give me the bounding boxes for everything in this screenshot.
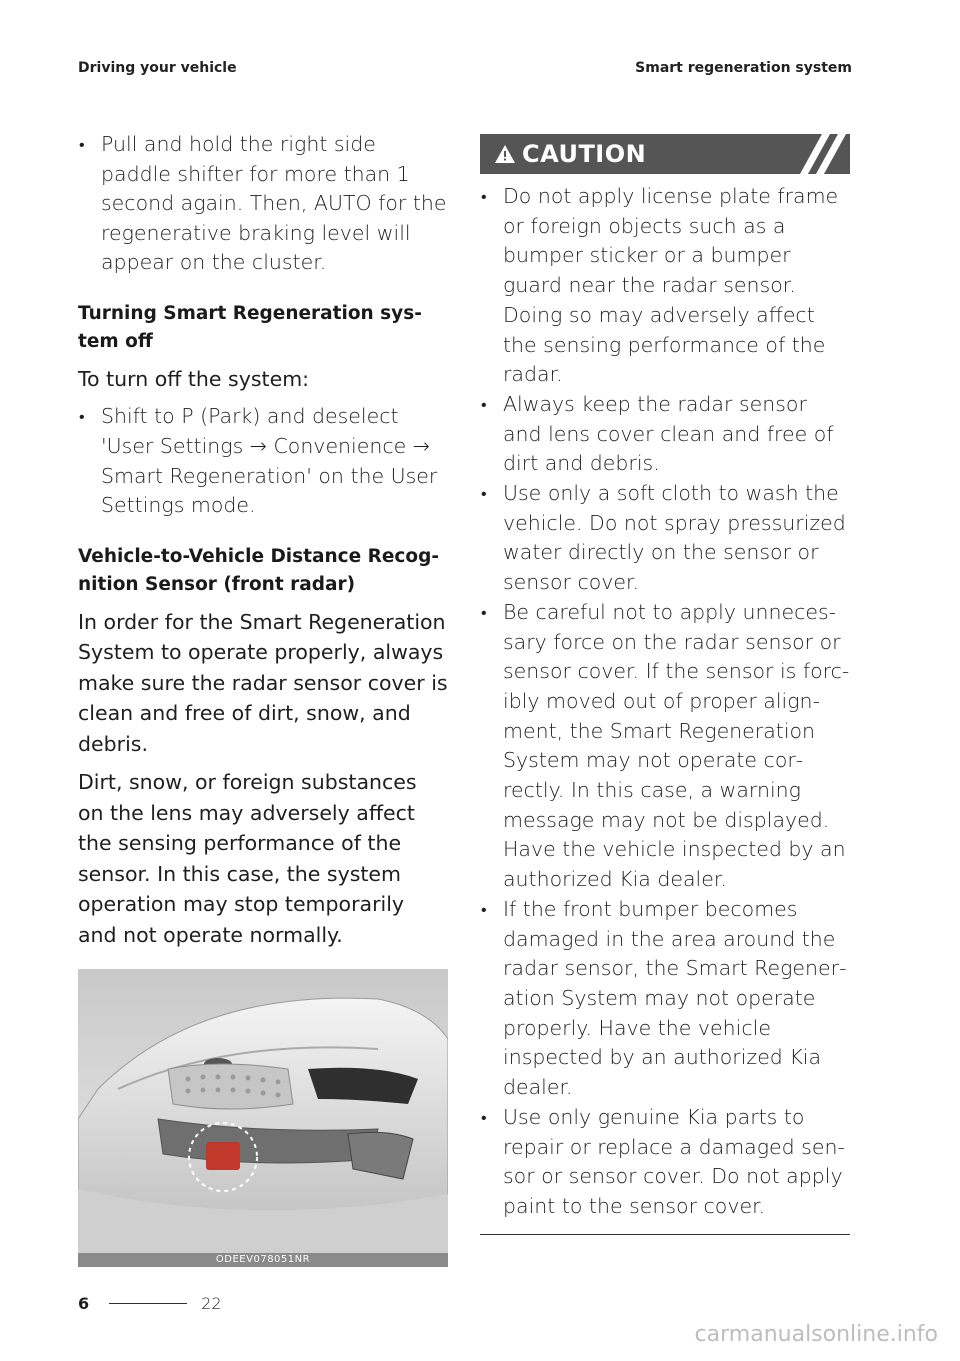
page-footer [78, 1294, 222, 1313]
heading-radar-sensor: Vehicle-to-Vehicle Distance Recognition Sensor (front radar) [78, 545, 440, 595]
caution-item: • Always keep the radar sensor and lens cover clean and free of dirt and debris. [480, 390, 850, 479]
heading-turning-off: Turning Smart Regeneration system off [78, 302, 422, 352]
bullet-shift-park: • Shift to P (Park) and deselect 'User Settings → Convenience → Smart Regeneration' on the User Settings mode. [78, 402, 448, 520]
caution-item: • Do not apply license plate frame or foreign objects such as a bumper sticker or a bumper guard near the radar sensor. Doing so may adversely affect the sensing performance of the radar. [480, 182, 850, 390]
intro-bullet-list [78, 130, 448, 278]
caution-item: • If the front bumper becomes damaged in the area around the radar sensor, the Smart Regeneration System may not operate properly. Have the vehicle inspected by an authorized Kia dealer. [480, 895, 850, 1103]
caution-header [480, 134, 850, 174]
watermark: carmanualsonline.info [694, 1322, 938, 1347]
figure-code: ODEEV078051NR [78, 1253, 448, 1267]
caution-title: CAUTION [522, 140, 647, 168]
chapter-number: 6 [78, 1294, 90, 1313]
radar-sensor-figure [78, 969, 448, 1267]
caution-end-rule [480, 1234, 850, 1235]
page-number: 22 [201, 1294, 222, 1313]
left-column [78, 130, 448, 1267]
para-dirt-warning: Dirt, snow, or foreign substances on the lens may adversely affect the sensing performance of the sensor. In this case, the system operation may stop temporarily and not operate normally. [78, 770, 417, 947]
car-front-illustration [78, 969, 448, 1267]
caution-item: • Be careful not to apply unnecessary force on the radar sensor or sensor cover. If the sensor is forcibly moved out of proper alignment, the Smart Regeneration System may not operate correctly. In this case, a warning message may not be displayed. Have the vehicle inspected by an authorized Kia dealer. [480, 598, 850, 895]
para-turn-off-intro: To turn off the system: [78, 366, 310, 391]
right-column [480, 134, 850, 1235]
caution-list [480, 182, 850, 1222]
caution-stripes-decoration [790, 134, 850, 174]
header-section-title: Driving your vehicle [78, 60, 237, 76]
para-radar-clean: In order for the Smart Regeneration System to operate properly, always make sure the radar sensor cover is clean and free of dirt, snow, and debris. [78, 609, 448, 756]
radar-sensor-cover [206, 1142, 240, 1170]
bullet-paddle-shifter: • Pull and hold the right side paddle shifter for more than 1 second again. Then, AUTO for the regenerative braking level will appear on the cluster. [78, 130, 448, 278]
footer-divider [109, 1303, 187, 1304]
caution-item: • Use only a soft cloth to wash the vehicle. Do not spray pressurized water directly on the sensor or sensor cover. [480, 479, 850, 598]
turn-off-bullet-list [78, 402, 448, 520]
header-page-topic: Smart regeneration system [635, 60, 852, 76]
caution-item: • Use only genuine Kia parts to repair or replace a damaged sensor or sensor cover. Do not apply paint to the sensor cover. [480, 1103, 850, 1222]
warning-triangle-icon [494, 144, 516, 164]
